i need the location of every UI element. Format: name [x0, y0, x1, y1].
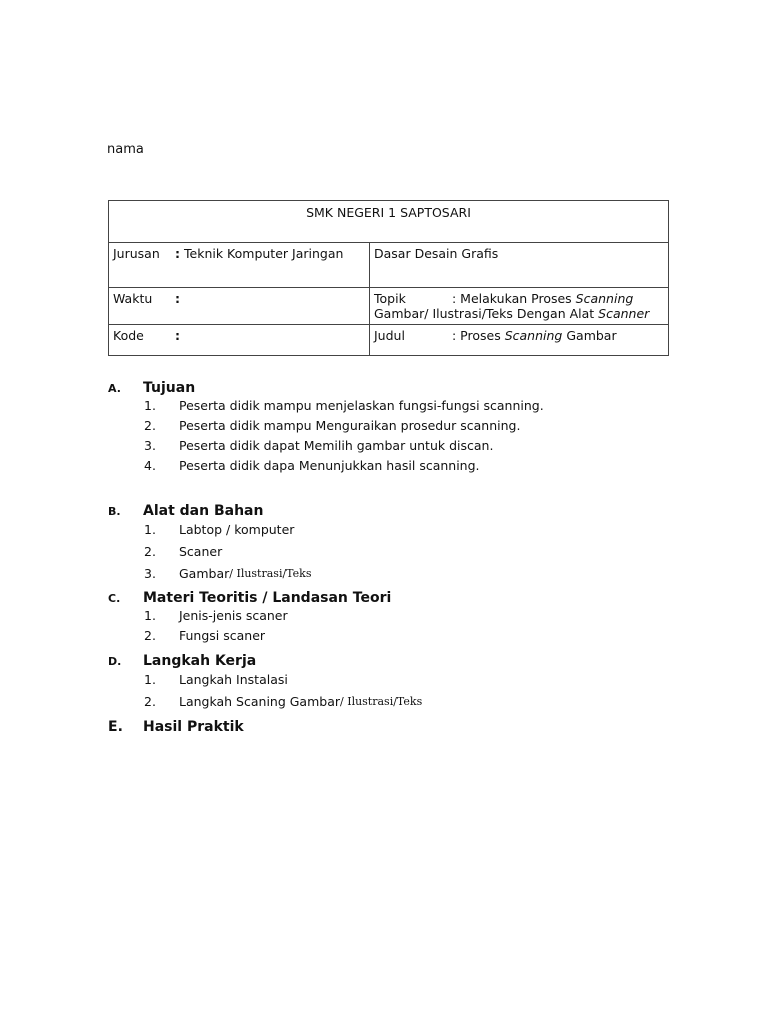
section-title: Tujuan: [143, 380, 196, 396]
section-letter: C.: [108, 592, 121, 605]
jurusan-label: Jurusan: [113, 246, 160, 261]
topik-cell: [370, 288, 669, 325]
list-number: 1.: [144, 522, 156, 537]
section-letter: B.: [108, 505, 121, 518]
judul-suffix: Gambar: [562, 328, 617, 343]
waktu-label: Waktu: [113, 291, 153, 306]
colon: :: [175, 291, 180, 306]
subject-cell: Dasar Desain Grafis: [370, 243, 669, 288]
list-item: [108, 519, 311, 541]
jurusan-value: Teknik Komputer Jaringan: [184, 246, 344, 261]
list-text: Peserta didik mampu menjelaskan fungsi-fungsi scanning.: [179, 398, 544, 413]
list-text: Jenis-jenis scaner: [179, 608, 288, 623]
school-name: SMK NEGERI 1 SAPTOSARI: [109, 201, 669, 243]
list-number: 3.: [144, 566, 156, 581]
section-title: Alat dan Bahan: [143, 503, 264, 519]
section-langkah-kerja: [108, 653, 422, 713]
list-item: [108, 541, 311, 563]
judul-prefix: : Proses: [452, 328, 505, 343]
list-text-small: / Ilustrasi/Teks: [229, 567, 312, 580]
list-item: [108, 416, 544, 436]
list-number: 2.: [144, 544, 156, 559]
header-row-jurusan: [109, 243, 669, 288]
list-text-small: / Ilustrasi/Teks: [340, 695, 423, 708]
materi-list: [108, 606, 391, 646]
name-label: nama: [107, 142, 144, 157]
section-hasil-praktik: [108, 719, 244, 735]
alat-bahan-list: [108, 519, 311, 585]
section-heading: [108, 653, 422, 669]
list-item: [108, 396, 544, 416]
tujuan-list: [108, 396, 544, 476]
list-number: 2.: [144, 628, 156, 643]
list-item: [108, 456, 544, 476]
section-letter: E.: [108, 719, 123, 735]
judul-cell: [370, 325, 669, 356]
header-row-kode: [109, 325, 669, 356]
topik-line2: Gambar/ Ilustrasi/Teks Dengan Alat: [374, 306, 599, 321]
list-item: [108, 626, 391, 646]
list-text: Peserta didik mampu Menguraikan prosedur scanning.: [179, 418, 521, 433]
topik-scanner: Scanner: [598, 306, 650, 321]
list-item: [108, 606, 391, 626]
langkah-kerja-list: [108, 669, 422, 713]
header-row-waktu: [109, 288, 669, 325]
section-letter: D.: [108, 655, 122, 668]
judul-label: Judul: [374, 328, 405, 343]
header-table: [108, 200, 669, 356]
list-item: [108, 691, 422, 713]
section-heading: [108, 719, 244, 735]
judul-scanning: Scanning: [504, 328, 563, 343]
list-number: 1.: [144, 672, 156, 687]
section-heading: [108, 590, 391, 606]
list-text: Labtop / komputer: [179, 522, 295, 537]
section-title: Langkah Kerja: [143, 653, 257, 669]
section-tujuan: [108, 380, 544, 476]
list-text: Peserta didik dapa Menunjukkan hasil scanning.: [179, 458, 480, 473]
section-letter: A.: [108, 382, 121, 395]
topik-scanning: Scanning: [575, 291, 634, 306]
jurusan-cell: [109, 243, 370, 288]
list-number: 1.: [144, 608, 156, 623]
section-heading: [108, 380, 544, 396]
list-text: Peserta didik dapat Memilih gambar untuk discan.: [179, 438, 494, 453]
list-text: Gambar: [179, 566, 230, 581]
list-number: 1.: [144, 398, 156, 413]
colon: :: [175, 328, 180, 343]
list-number: 3.: [144, 438, 156, 453]
colon: :: [175, 246, 180, 261]
kode-label: Kode: [113, 328, 144, 343]
list-text: Scaner: [179, 544, 223, 559]
list-number: 4.: [144, 458, 156, 473]
header-row-title: [109, 201, 669, 243]
list-text: Langkah Scaning Gambar: [179, 694, 341, 709]
list-item: [108, 436, 544, 456]
list-number: 2.: [144, 694, 156, 709]
section-materi: [108, 590, 391, 646]
list-number: 2.: [144, 418, 156, 433]
topik-label: Topik: [374, 291, 406, 306]
section-alat-bahan: [108, 503, 311, 585]
list-text: Fungsi scaner: [179, 628, 266, 643]
list-text: Langkah Instalasi: [179, 672, 288, 687]
section-title: Materi Teoritis / Landasan Teori: [143, 590, 392, 606]
list-item: [108, 563, 311, 585]
waktu-cell: [109, 288, 370, 325]
section-heading: [108, 503, 311, 519]
topik-prefix: : Melakukan Proses: [452, 291, 576, 306]
kode-cell: [109, 325, 370, 356]
list-item: [108, 669, 422, 691]
section-title: Hasil Praktik: [143, 719, 244, 735]
